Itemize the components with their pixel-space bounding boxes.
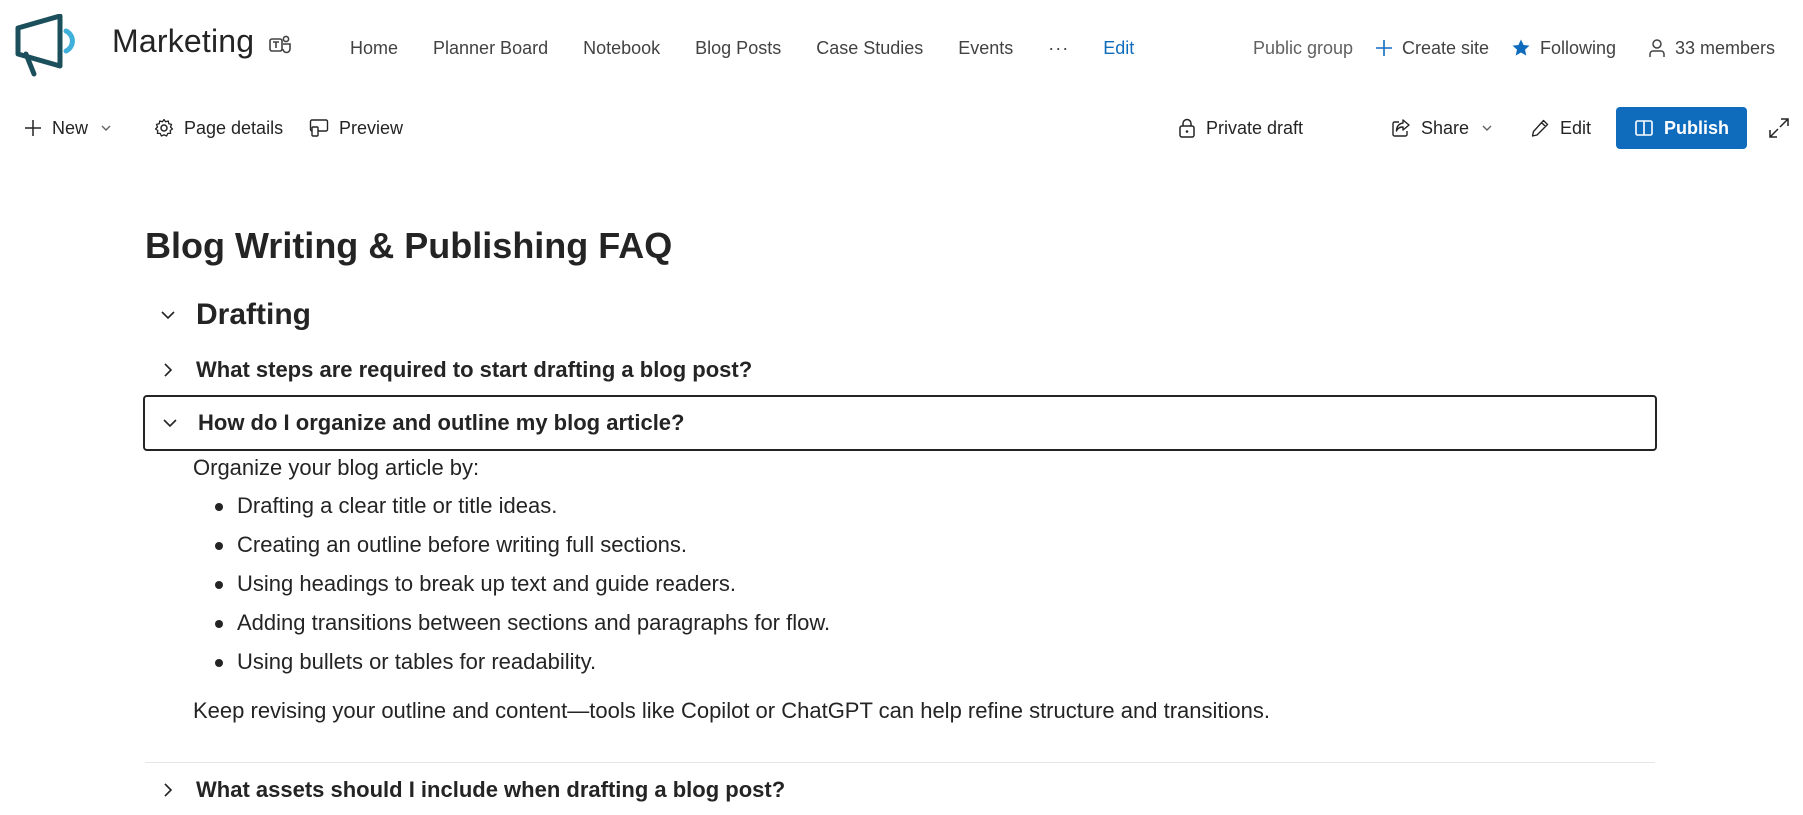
preview-label: Preview (339, 117, 404, 138)
person-icon (1648, 38, 1666, 58)
edit-label: Edit (1560, 117, 1592, 138)
nav-case-studies[interactable]: Case Studies (816, 37, 924, 58)
nav-more-button[interactable]: ··· (1048, 37, 1070, 58)
page-details-button[interactable] (154, 104, 283, 152)
nav-edit-link[interactable]: Edit (1103, 37, 1135, 58)
publish-button[interactable] (1616, 107, 1747, 149)
section-drafting-header[interactable] (157, 295, 311, 335)
following-button[interactable] (1511, 36, 1616, 60)
list-item: Using bullets or tables for readability. (193, 646, 1633, 685)
plus-icon (1375, 39, 1393, 57)
nav-blog-posts[interactable]: Blog Posts (695, 37, 782, 58)
command-bar (0, 104, 1803, 152)
list-item: Drafting a clear title or title ideas. (193, 490, 1633, 529)
chevron-right-icon (157, 779, 179, 801)
faq-question-1[interactable] (145, 342, 1655, 398)
faq-question-text: How do I organize and outline my blog article? (198, 410, 685, 435)
section-title: Drafting (196, 298, 311, 331)
nav-home[interactable]: Home (350, 37, 399, 58)
faq-answer (193, 452, 1633, 727)
answer-list (193, 490, 1633, 685)
site-navigation (350, 36, 1134, 60)
list-item: Adding transitions between sections and paragraphs for flow. (193, 607, 1633, 646)
star-icon (1511, 38, 1531, 58)
chevron-down-icon (159, 412, 181, 434)
site-title[interactable]: Marketing (112, 23, 255, 59)
create-site-label: Create site (1402, 37, 1490, 58)
new-button[interactable] (24, 104, 112, 152)
nav-events[interactable]: Events (958, 37, 1014, 58)
page-details-label: Page details (184, 117, 284, 138)
share-icon (1391, 118, 1411, 138)
faq-question-text: What assets should I include when drafting a blog post? (196, 777, 786, 802)
faq-question-2[interactable] (143, 395, 1657, 451)
answer-intro: Organize your blog article by: (193, 455, 480, 480)
list-item: Using headings to break up text and guide readers. (193, 568, 1633, 607)
plus-icon (24, 119, 42, 137)
teams-icon[interactable] (268, 33, 292, 57)
nav-planner-board[interactable]: Planner Board (433, 37, 549, 58)
share-label: Share (1421, 117, 1470, 138)
chevron-down-icon (100, 122, 112, 134)
create-site-button[interactable] (1375, 36, 1489, 60)
megaphone-logo-icon[interactable] (14, 14, 78, 78)
list-item: Creating an outline before writing full sections. (193, 529, 1633, 568)
lock-icon (1178, 118, 1196, 138)
chevron-down-icon (157, 304, 179, 326)
following-label: Following (1540, 37, 1617, 58)
expand-icon[interactable] (1768, 117, 1790, 139)
page-title: Blog Writing & Publishing FAQ (145, 225, 673, 266)
publish-label: Publish (1663, 117, 1729, 138)
answer-outro: Keep revising your outline and content—tools like Copilot or ChatGPT can help refine structure and transitions. (193, 698, 1270, 723)
members-label: 33 members (1675, 37, 1776, 58)
new-label: New (52, 117, 89, 138)
members-button[interactable] (1648, 36, 1775, 60)
gear-icon (154, 118, 174, 138)
book-icon (1634, 118, 1654, 138)
preview-button[interactable] (309, 104, 403, 152)
faq-question-text: What steps are required to start drafting a blog post? (196, 357, 753, 382)
preview-icon (309, 118, 329, 138)
chevron-right-icon (157, 359, 179, 381)
public-group-label: Public group (1253, 37, 1354, 58)
edit-button[interactable] (1530, 104, 1591, 152)
site-header (0, 0, 1803, 96)
private-draft-status (1178, 104, 1303, 152)
private-draft-label: Private draft (1206, 117, 1304, 138)
faq-question-3[interactable] (145, 762, 1655, 815)
pencil-icon (1530, 118, 1550, 138)
nav-notebook[interactable]: Notebook (583, 37, 661, 58)
share-button[interactable] (1391, 104, 1493, 152)
chevron-down-icon (1481, 122, 1493, 134)
